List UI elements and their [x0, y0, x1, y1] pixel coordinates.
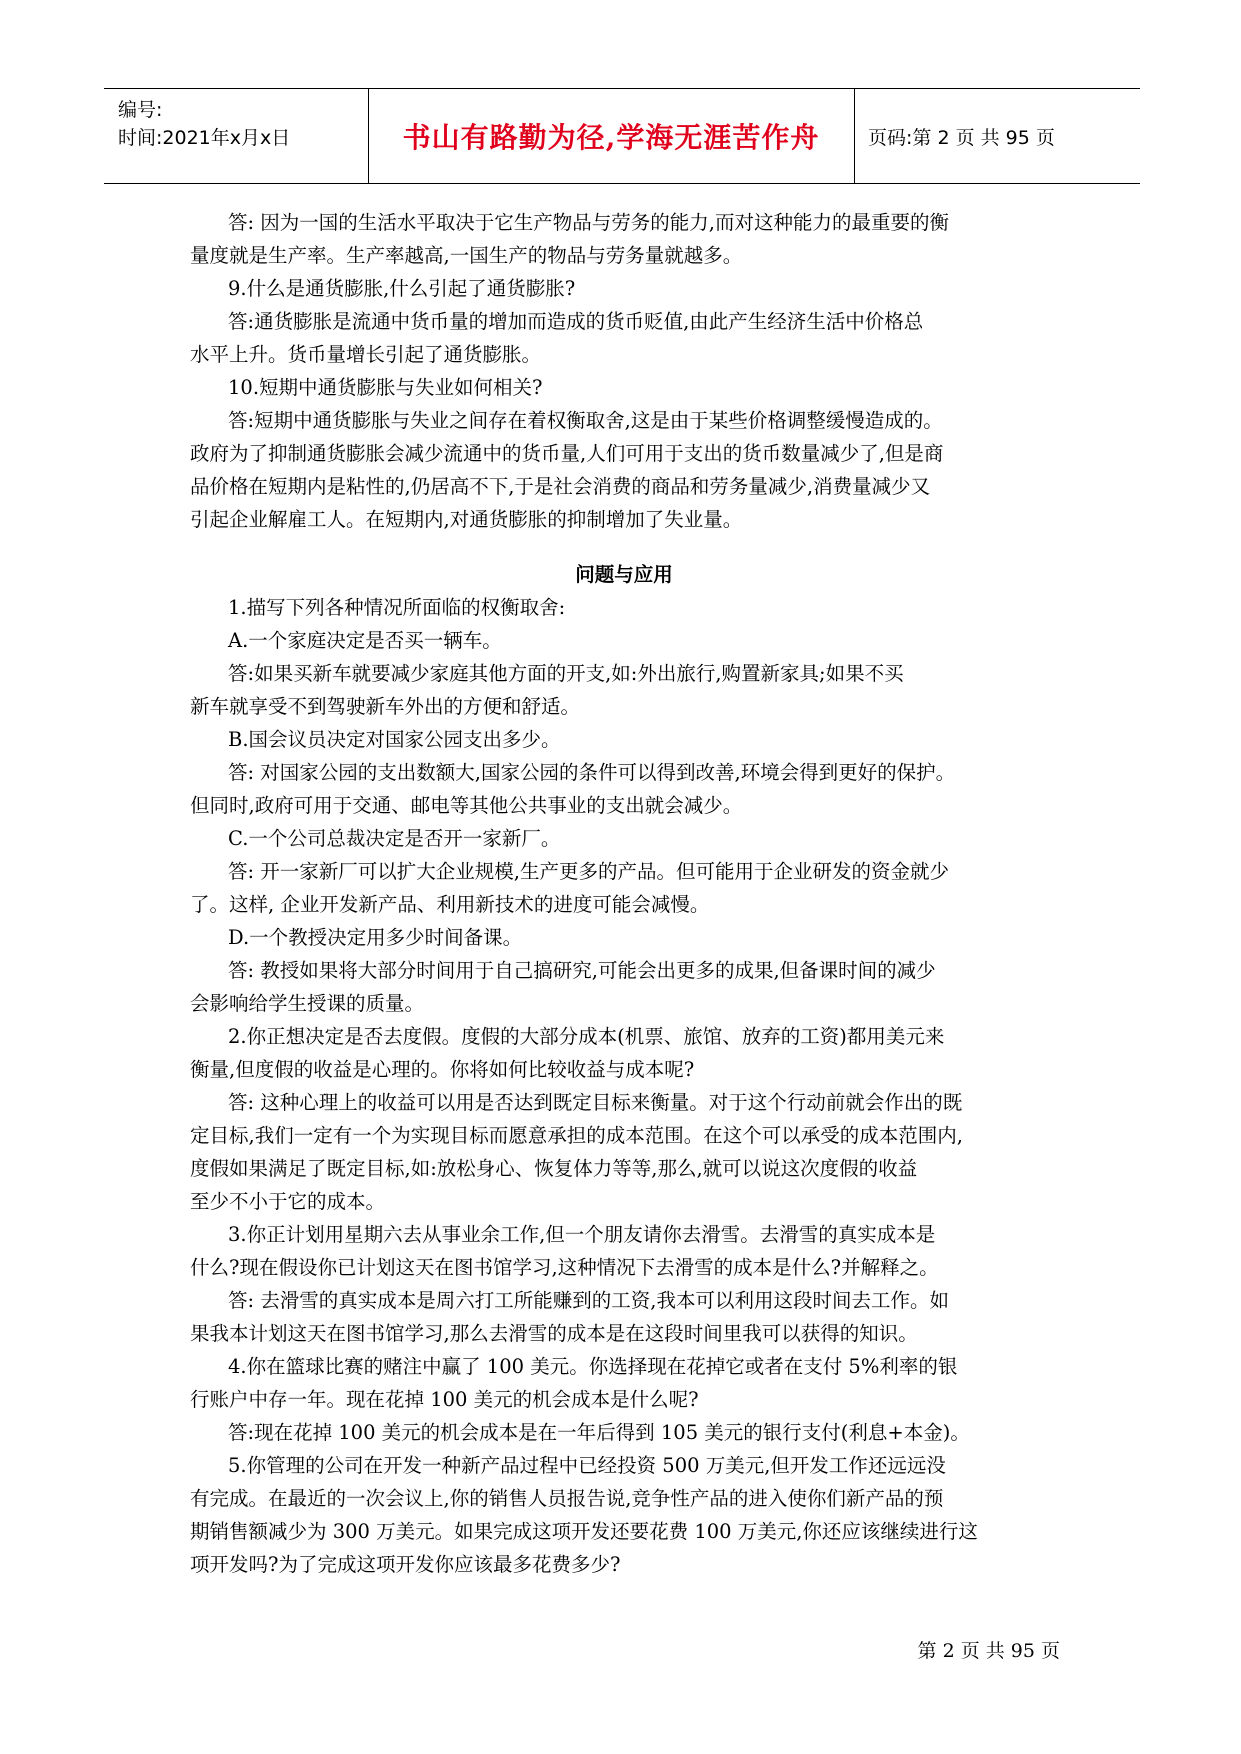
- answer-line: 至少不小于它的成本。: [190, 1190, 386, 1213]
- answer-line: 答:如果买新车就要减少家庭其他方面的开支,如:外出旅行,购置新家具;如果不买: [228, 662, 904, 685]
- document-time: 时间:2021年x月x日: [118, 127, 291, 149]
- answer-line: 会影响给学生授课的质量。: [190, 992, 425, 1015]
- question-1b: B.国会议员决定对国家公园支出多少。: [228, 728, 561, 751]
- header-motto-cell: [368, 89, 855, 183]
- answer-line: 政府为了抑制通货膨胀会减少流通中的货币量,人们可用于支出的货币数量减少了,但是商: [190, 442, 944, 465]
- paragraph-line: 量度就是生产率。生产率越高,一国生产的物品与劳务量就越多。: [190, 244, 743, 267]
- answer-line: 答: 教授如果将大部分时间用于自己搞研究,可能会出更多的成果,但备课时间的减少: [228, 959, 936, 982]
- page-header: [104, 88, 1140, 184]
- answer-line: 引起企业解雇工人。在短期内,对通货膨胀的抑制增加了失业量。: [190, 508, 743, 531]
- page-footer: 第 2 页 共 95 页: [917, 1640, 1060, 1662]
- question-line: 有完成。在最近的一次会议上,你的销售人员报告说,竞争性产品的进入使你们新产品的预: [190, 1487, 944, 1510]
- answer-line: 答: 对国家公园的支出数额大,国家公园的条件可以得到改善,环境会得到更好的保护。: [228, 761, 956, 784]
- answer-line: 答: 开一家新厂可以扩大企业规模,生产更多的产品。但可能用于企业研发的资金就少: [228, 860, 949, 883]
- question-9: 9.什么是通货膨胀,什么引起了通货膨胀?: [228, 277, 576, 300]
- question-line: 项开发吗?为了完成这项开发你应该最多花费多少?: [190, 1553, 621, 1576]
- answer-line: 水平上升。货币量增长引起了通货膨胀。: [190, 343, 542, 366]
- paragraph-line: 答: 因为一国的生活水平取决于它生产物品与劳务的能力,而对这种能力的最重要的衡: [228, 211, 949, 234]
- question-1d: D.一个教授决定用多少时间备课。: [228, 926, 523, 949]
- header-page-cell: [854, 89, 1140, 183]
- document-number: 编号:: [118, 99, 163, 121]
- answer-line: 答: 这种心理上的收益可以用是否达到既定目标来衡量。对于这个行动前就会作出的既: [228, 1091, 963, 1114]
- header-page-number: 页码:第 2 页 共 95 页: [868, 126, 1055, 149]
- answer-line: 答: 去滑雪的真实成本是周六打工所能赚到的工资,我本可以利用这段时间去工作。如: [228, 1289, 949, 1312]
- question-4: 4.你在篮球比赛的赌注中赢了 100 美元。你选择现在花掉它或者在支付 5%利率的银: [228, 1355, 958, 1378]
- document-body: [190, 206, 1058, 1581]
- question-10: 10.短期中通货膨胀与失业如何相关?: [228, 376, 543, 399]
- answer-line: 定目标,我们一定有一个为实现目标而愿意承担的成本范围。在这个可以承受的成本范围内,: [190, 1124, 963, 1147]
- answer-line: 新车就享受不到驾驶新车外出的方便和舒适。: [190, 695, 581, 718]
- question-line: 行账户中存一年。现在花掉 100 美元的机会成本是什么呢?: [190, 1388, 699, 1411]
- question-1: 1.描写下列各种情况所面临的权衡取舍:: [228, 596, 566, 619]
- question-3: 3.你正计划用星期六去从事业余工作,但一个朋友请你去滑雪。去滑雪的真实成本是: [228, 1223, 936, 1246]
- header-motto: 书山有路勤为径,学海无涯苦作舟: [402, 121, 820, 154]
- answer-line: 品价格在短期内是粘性的,仍居高不下,于是社会消费的商品和劳务量减少,消费量减少又: [190, 475, 931, 498]
- answer-4: 答:现在花掉 100 美元的机会成本是在一年后得到 105 美元的银行支付(利息+本金)。: [228, 1421, 970, 1444]
- answer-line: 了。这样, 企业开发新产品、利用新技术的进度可能会减慢。: [190, 893, 710, 916]
- header-meta: [104, 89, 369, 183]
- section-title: 问题与应用: [575, 563, 673, 586]
- question-line: 期销售额减少为 300 万美元。如果完成这项开发还要花费 100 万美元,你还应该继续进行这: [190, 1520, 978, 1543]
- question-5: 5.你管理的公司在开发一种新产品过程中已经投资 500 万美元,但开发工作还远远没: [228, 1454, 946, 1477]
- answer-line: 但同时,政府可用于交通、邮电等其他公共事业的支出就会减少。: [190, 794, 743, 817]
- question-line: 衡量,但度假的收益是心理的。你将如何比较收益与成本呢?: [190, 1058, 695, 1081]
- answer-line: 答:短期中通货膨胀与失业之间存在着权衡取舍,这是由于某些价格调整缓慢造成的。: [228, 409, 943, 432]
- answer-line: 度假如果满足了既定目标,如:放松身心、恢复体力等等,那么,就可以说这次度假的收益: [190, 1157, 918, 1180]
- answer-line: 果我本计划这天在图书馆学习,那么去滑雪的成本是在这段时间里我可以获得的知识。: [190, 1322, 918, 1345]
- question-line: 什么?现在假设你已计划这天在图书馆学习,这种情况下去滑雪的成本是什么?并解释之。: [190, 1256, 939, 1279]
- question-1c: C.一个公司总裁决定是否开一家新厂。: [228, 827, 561, 850]
- answer-line: 答:通货膨胀是流通中货币量的增加而造成的货币贬值,由此产生经济生活中价格总: [228, 310, 924, 333]
- question-1a: A.一个家庭决定是否买一辆车。: [228, 629, 502, 652]
- question-2: 2.你正想决定是否去度假。度假的大部分成本(机票、旅馆、放弃的工资)都用美元来: [228, 1025, 945, 1048]
